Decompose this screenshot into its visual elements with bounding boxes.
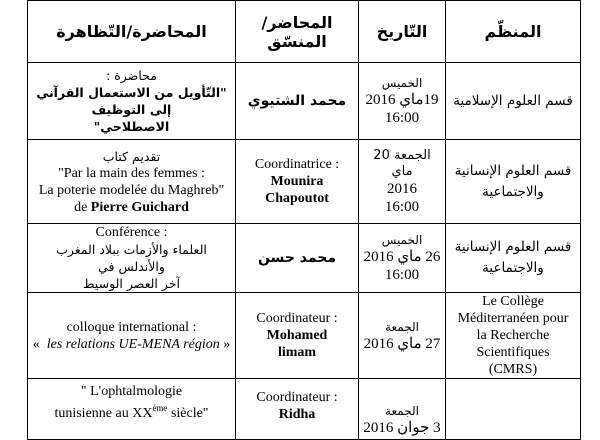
talk-title: tunisienne au XX <box>54 406 153 421</box>
organizer-cell <box>446 63 581 140</box>
table-row <box>28 224 581 293</box>
talk-kind: تقديم كتاب <box>102 148 161 164</box>
talk-title: "Par la main des femmes : <box>58 165 205 181</box>
talk-title: الاصطلاحي" <box>93 119 170 134</box>
organizer-name: Le Collège <box>482 294 544 309</box>
organizer-name: قسم العلوم الإسلامية <box>453 92 573 109</box>
table-row <box>28 293 581 379</box>
lecturer-cell <box>236 293 359 379</box>
lecturer-name: Mohamed <box>266 328 328 343</box>
lecturer-name: Chapoutot <box>265 191 329 206</box>
talk-title: La poterie modelée du Maghreb" <box>38 182 225 198</box>
quote-open: « <box>32 336 40 352</box>
table-row <box>28 140 581 224</box>
date-cell <box>359 293 446 379</box>
event-date: الجمعة 20 ماي <box>373 147 431 179</box>
talk-kind: colloque international : <box>66 319 197 335</box>
table-header-row <box>28 1 581 63</box>
events-schedule-table <box>27 0 581 440</box>
lecturer-cell <box>236 140 359 224</box>
event-day: الخميس <box>381 233 423 247</box>
header-organizer: المنظّم <box>446 1 581 63</box>
lecturer-cell <box>236 224 359 293</box>
lecturer-name: limam <box>277 345 317 360</box>
talk-cell <box>28 63 236 140</box>
lecturer-role: Coordinateur : <box>256 390 338 405</box>
lecturer-cell <box>236 63 359 140</box>
talk-title-line <box>32 336 231 353</box>
table-row <box>28 379 581 440</box>
organizer-name: قسم العلوم الإنسانية <box>454 239 572 255</box>
talk-title-line <box>32 400 231 422</box>
event-time: 16:00 <box>384 267 420 283</box>
lecturer-name: Ridha <box>278 407 316 422</box>
organizer-name: والاجتماعية <box>482 260 544 276</box>
organizer-cell <box>446 224 581 293</box>
talk-author-line <box>32 199 231 216</box>
organizer-name: والاجتماعية <box>482 183 544 200</box>
talk-title: les relations UE-MENA région <box>46 336 220 352</box>
organizer-name: Méditerranéen pour <box>457 311 569 326</box>
event-date: 19ماي 2016 <box>365 92 439 108</box>
table-row <box>28 63 581 140</box>
event-day: الجمعة <box>385 319 419 334</box>
talk-cell <box>28 224 236 293</box>
organizer-cell <box>446 140 581 224</box>
header-date: التّاريخ <box>359 1 446 63</box>
organizer-name: (CMRS) <box>488 362 538 377</box>
event-day: الخميس <box>381 76 423 90</box>
talk-cell <box>28 293 236 379</box>
lecturer-name: محمد الشتيوي <box>247 92 347 109</box>
lecturer-role: Coordinatrice : <box>254 157 340 172</box>
talk-title: آخر العصر الوسيط <box>83 276 180 291</box>
organizer-cell <box>446 293 581 379</box>
quote-close: » <box>223 336 231 352</box>
event-date: 3 جوان 2016 <box>363 420 441 436</box>
date-cell <box>359 379 446 440</box>
event-year: 2016 <box>387 180 417 197</box>
talk-title-sup: ème <box>152 403 168 413</box>
organizer-name: قسم العلوم الإنسانية <box>454 162 572 179</box>
talk-title: siècle" <box>167 406 209 421</box>
event-time: 16:00 <box>384 110 420 126</box>
talk-kind: Conférence : <box>95 225 168 240</box>
date-cell <box>359 140 446 224</box>
talk-title: "التّأويل من الاستعمال القرآني إلى التوظيف <box>36 85 227 117</box>
talk-cell <box>28 379 236 440</box>
talk-title: " L'ophtalmologie <box>80 384 183 399</box>
talk-author: Pierre Guichard <box>90 199 189 215</box>
date-cell <box>359 63 446 140</box>
header-lecturer: المحاضر/المنسّق <box>236 1 359 63</box>
talk-kind: محاضرة : <box>106 68 157 83</box>
organizer-cell <box>446 379 581 440</box>
talk-author-prefix: de <box>74 199 88 215</box>
event-date: 26 ماي 2016 <box>363 249 441 265</box>
event-date: 27 ماي 2016 <box>363 335 441 352</box>
talk-title: العلماء والأزمات ببلاد المغرب والأندلس في <box>56 242 207 274</box>
lecturer-name: محمد حسن <box>257 249 337 266</box>
organizer-name: Scientifiques <box>476 345 550 360</box>
lecturer-cell <box>236 379 359 440</box>
event-day: الجمعة <box>385 404 419 418</box>
talk-cell <box>28 140 236 224</box>
organizer-name: la Recherche <box>476 328 550 343</box>
event-time: 16:00 <box>384 198 420 215</box>
lecturer-name: Mounira <box>270 174 324 189</box>
lecturer-role: Coordinateur : <box>256 311 338 326</box>
header-talk: المحاضرة/التّظاهرة <box>28 1 236 63</box>
date-cell <box>359 224 446 293</box>
